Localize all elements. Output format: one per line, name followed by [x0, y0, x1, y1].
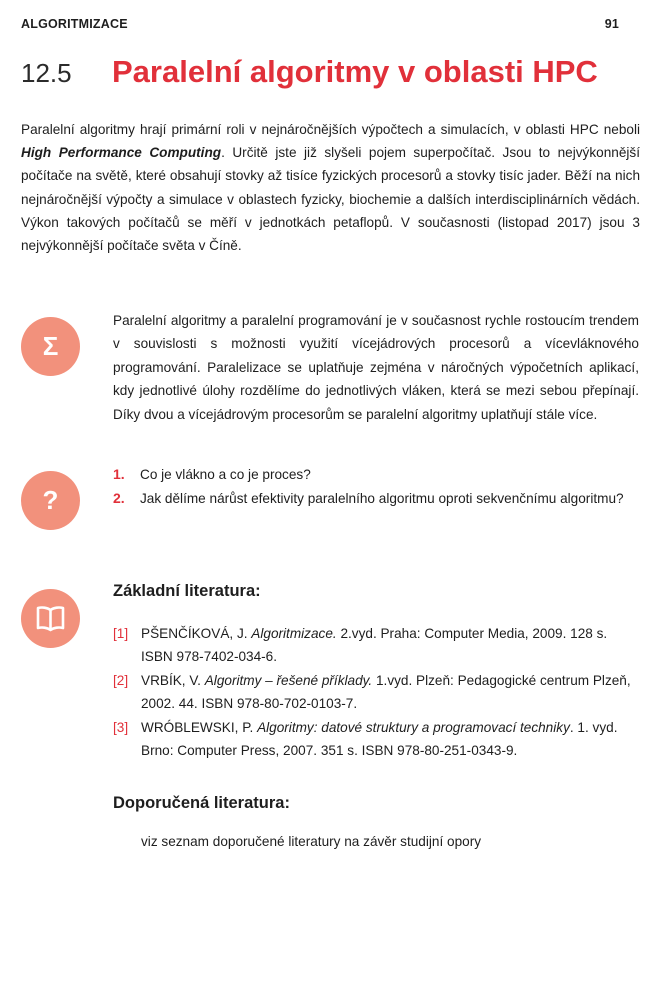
question-text: Jak dělíme nárůst efektivity paralelního algoritmu oproti sekvenčnímu algoritmu?	[140, 491, 624, 507]
recommended-literature-text: viz seznam doporučené literatury na závěr studijní opory	[141, 834, 482, 849]
reference-list	[113, 622, 639, 762]
list-item	[113, 622, 639, 669]
recommended-literature-heading: Doporučená literatura:	[113, 794, 290, 812]
open-book-icon	[21, 589, 80, 648]
sigma-icon	[21, 317, 80, 376]
section-heading	[21, 54, 641, 90]
list-item	[113, 716, 639, 763]
reference-author: VRBÍK, V.	[141, 672, 205, 688]
reference-author: PŠENČÍKOVÁ, J.	[141, 626, 252, 641]
reference-title: Algoritmizace.	[251, 626, 337, 641]
question-glyph: ?	[42, 485, 59, 515]
reference-number: [3]	[113, 719, 129, 735]
list-item	[113, 669, 639, 716]
section-title: Paralelní algoritmy v oblasti HPC	[112, 54, 598, 89]
page-number: 91	[604, 17, 619, 31]
intro-paragraph	[21, 118, 640, 257]
reference-title: Algoritmy – řešené příklady.	[204, 672, 373, 688]
reference-text	[141, 669, 639, 716]
reference-details: . 1. vyd. Brno: Computer Press, 2007. 351 s. ISBN 978-80-251-0343-9.	[141, 719, 618, 759]
list-item	[113, 487, 639, 510]
question-number: 2.	[113, 490, 125, 507]
reference-details: 1.vyd. Plzeň: Pedagogické centrum Plzeň, 2002. 44. ISBN 978-80-702-0103-7.	[141, 672, 631, 712]
reference-text	[141, 716, 639, 763]
intro-part1: Paralelní algoritmy hrají primární roli v nejnáročnějších výpočtech a simulacích, v oblasti HPC neboli	[21, 122, 640, 137]
question-number: 1.	[113, 466, 125, 482]
reference-author: WRÓBLEWSKI, P.	[141, 719, 258, 735]
book-shape	[36, 605, 65, 632]
question-list	[113, 463, 639, 511]
list-item	[113, 463, 639, 486]
question-text: Co je vlákno a co je proces?	[140, 467, 311, 482]
reference-text	[141, 622, 639, 669]
sigma-glyph: Σ	[42, 331, 59, 361]
intro-emphasis: High Performance Computing	[21, 145, 222, 161]
basic-literature-heading: Základní literatura:	[113, 582, 261, 600]
header-title: ALGORITMIZACE	[21, 17, 128, 31]
reference-number: [1]	[113, 626, 129, 641]
reference-title: Algoritmy: datové struktury a programovací techniky	[257, 719, 570, 735]
question-mark-icon	[21, 471, 80, 530]
summary-paragraph: Paralelní algoritmy a paralelní programování je v současnost rychle rostoucím trendem v souvislosti s možnosti využití vícejádrových procesorů a vícevláknového programování. Paralelizace se uplatňuje zejména v náročných výpočetních aplikací, kdy jednotlivé úlohy rozdělíme do jednotlivých vláken, která se mezi sebou přepínají. Díky dvou a vícejádrovým procesorům se paralelní algoritmy uplatňují stále více.	[113, 313, 639, 422]
intro-part2: . Určitě jste již slyšeli pojem superpočítač. Jsou to nejvýkonnější počítače na světě, které obsahují stovky až tisíce fyzických procesorů a stovky tisíc jader. Běží na nich nejnáročnější výpočty a simulace v oblastech fyzicky, biochemie a dalších interdisciplinárních vědách. Výkon takových počítačů se měří v jednotkách petaflopů. V současnosti (listopad 2017) jsou 3 nejvýkonnější počítače světa v Číně.	[21, 145, 640, 254]
section-number: 12.5	[21, 58, 72, 88]
page-header	[21, 17, 619, 31]
reference-number: [2]	[113, 672, 129, 688]
reference-details: 2.vyd. Praha: Computer Media, 2009. 128 s. ISBN 978-7402-034-6.	[141, 626, 608, 665]
